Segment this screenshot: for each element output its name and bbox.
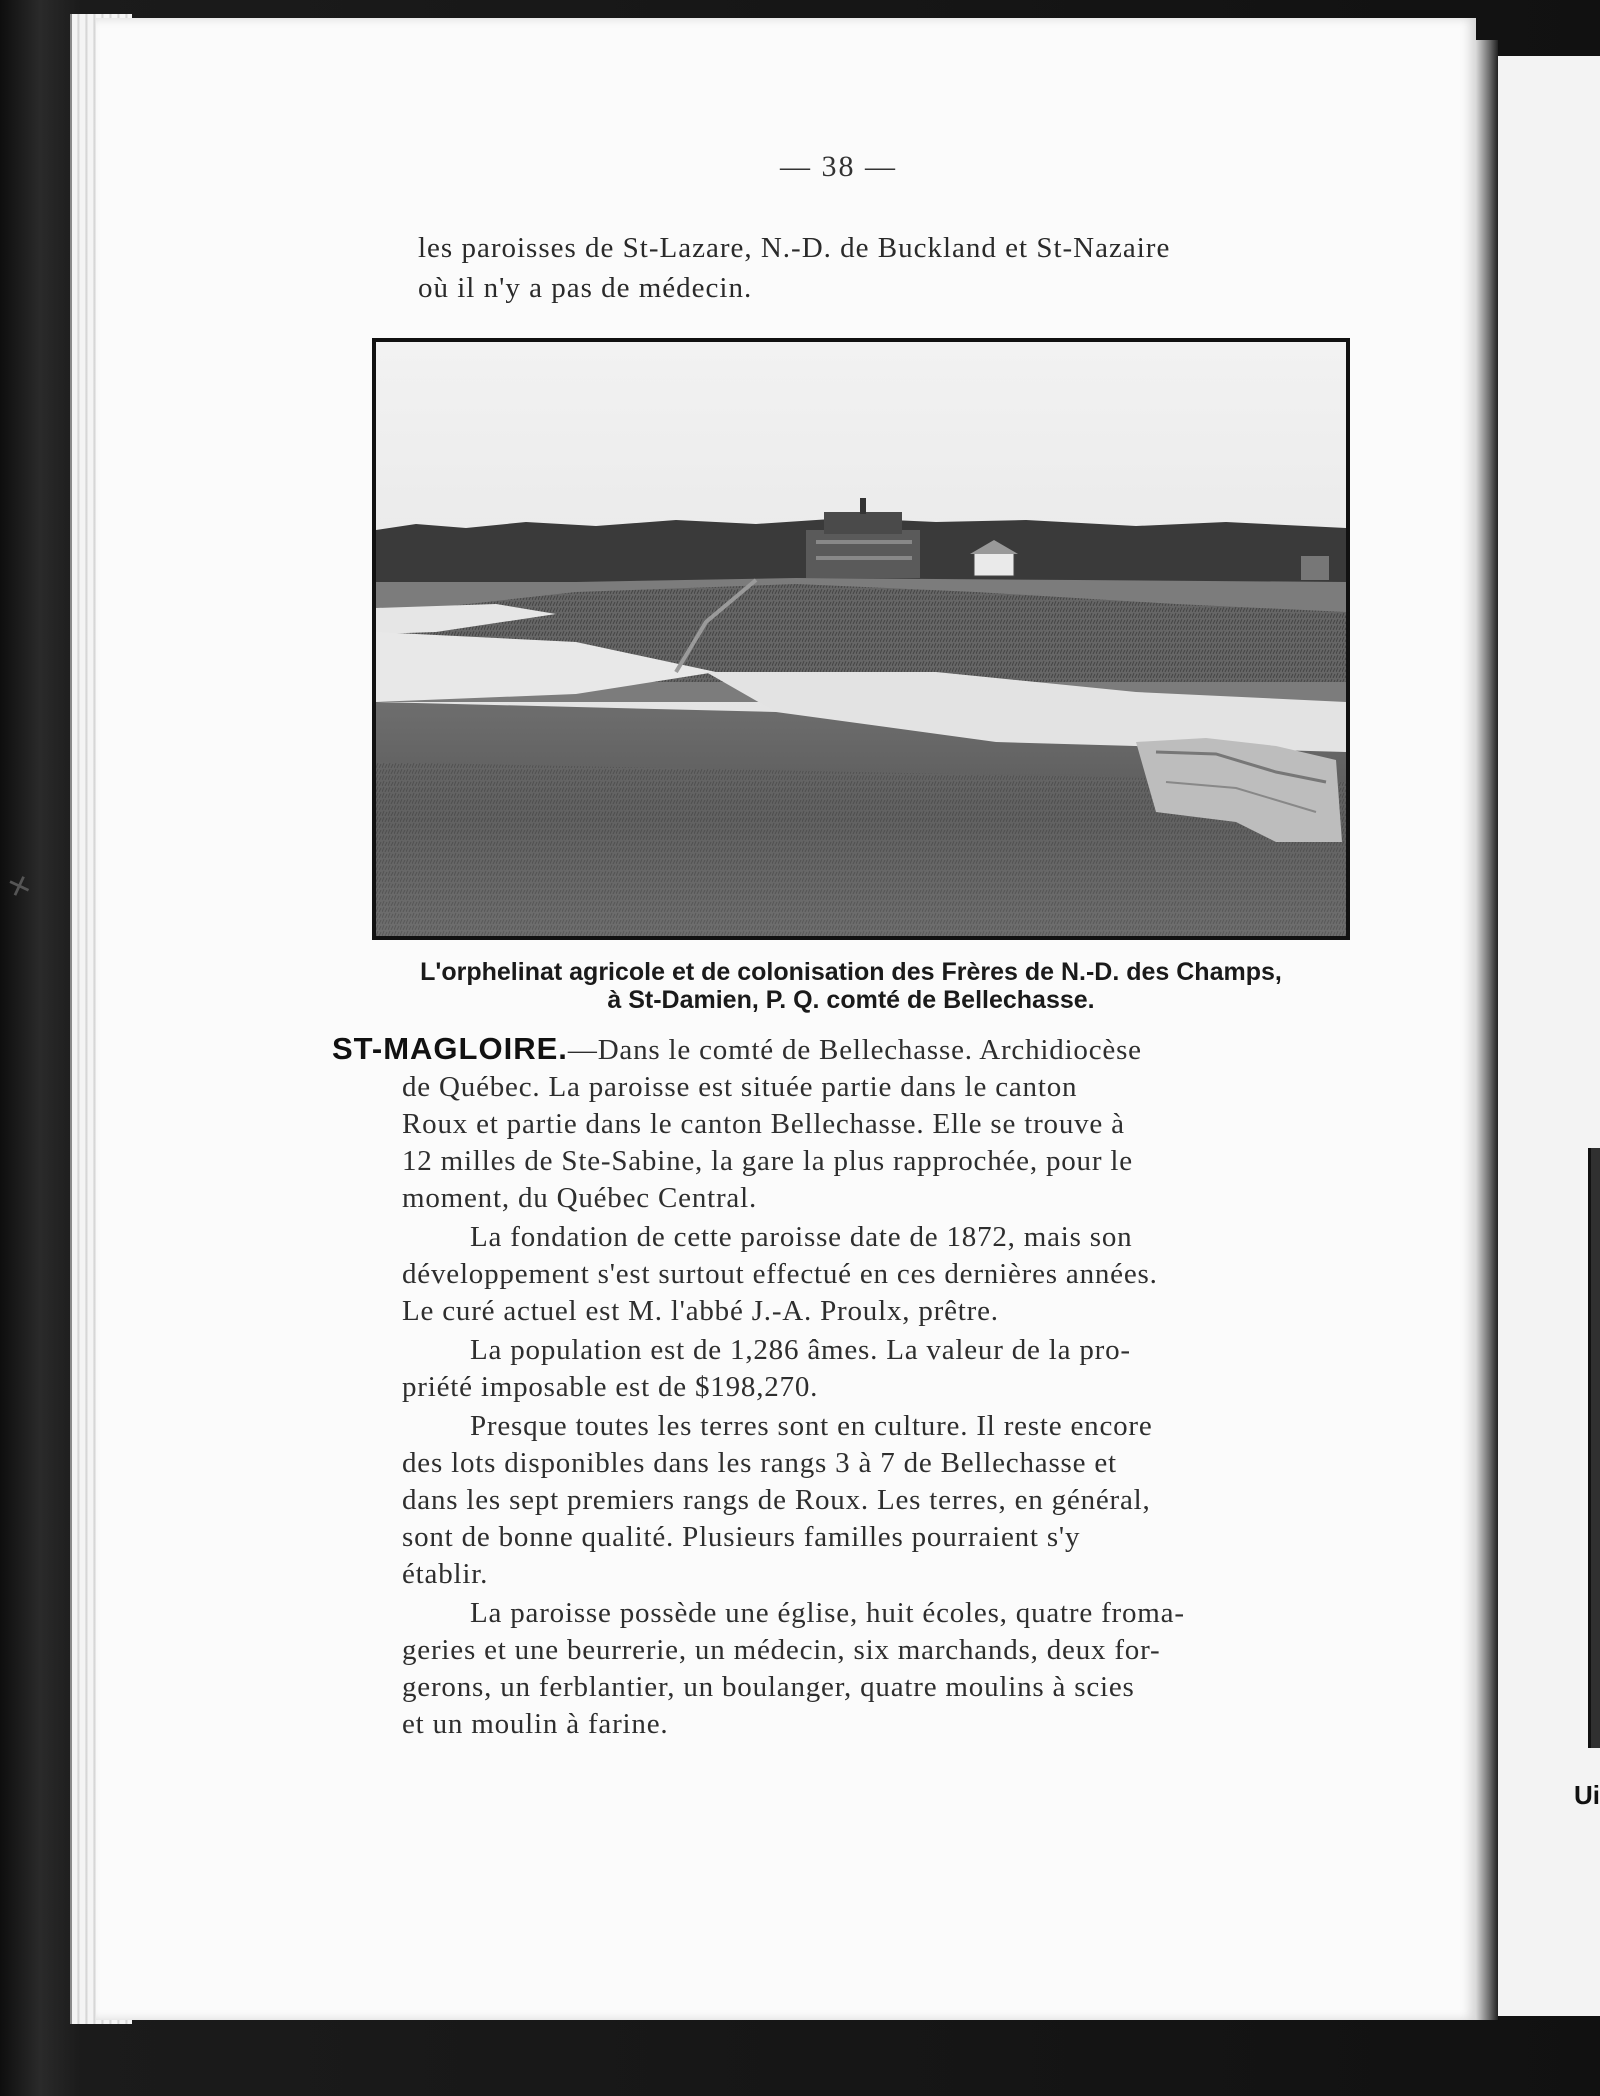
paragraph-line: 12 milles de Ste-Sabine, la gare la plus rapprochée, pour le <box>402 1145 1133 1177</box>
section-heading: ST-MAGLOIRE. <box>332 1031 568 1066</box>
paragraph-line: Roux et partie dans le canton Bellechasse. Elle se trouve à <box>402 1108 1125 1140</box>
next-page-photo-fragment <box>1588 1148 1600 1748</box>
landscape-photo-image <box>376 342 1346 936</box>
article-body <box>332 1030 1352 1745</box>
paragraph <box>332 1030 1352 1217</box>
paragraph-line: et un moulin à farine. <box>402 1708 669 1740</box>
paragraph-line: La population est de 1,286 âmes. La valeur de la pro- <box>470 1334 1131 1366</box>
paragraph-line: des lots disponibles dans les rangs 3 à 7 de Bellechasse et <box>402 1447 1117 1479</box>
intro-line: où il n'y a pas de médecin. <box>418 272 753 304</box>
paragraph-line: dans les sept premiers rangs de Roux. Les terres, en général, <box>402 1484 1151 1516</box>
paragraph-line-text: —Dans le comté de Bellechasse. Archidiocèse <box>567 1034 1142 1066</box>
intro-line: les paroisses de St-Lazare, N.-D. de Buckland et St-Nazaire <box>418 232 1171 264</box>
caption-line: L'orphelinat agricole et de colonisation des Frères de N.-D. des Champs, <box>420 958 1282 986</box>
paragraph-line: Presque toutes les terres sont en culture. Il reste encore <box>470 1410 1153 1442</box>
paragraph-line: de Québec. La paroisse est située partie dans le canton <box>402 1071 1078 1103</box>
paragraph <box>332 1595 1352 1743</box>
caption-line: à St-Damien, P. Q. comté de Bellechasse. <box>607 986 1095 1014</box>
paragraph <box>332 1332 1352 1406</box>
paragraph-line: gerons, un ferblantier, un boulanger, quatre moulins à scies <box>402 1671 1135 1703</box>
paragraph-line: priété imposable est de $198,270. <box>402 1371 819 1403</box>
paragraph <box>332 1408 1352 1593</box>
book-gutter <box>1476 40 1498 2020</box>
paragraph-line: Le curé actuel est M. l'abbé J.-A. Proulx, prêtre. <box>402 1295 999 1327</box>
paragraph-line: développement s'est surtout effectué en ces dernières années. <box>402 1258 1158 1290</box>
paragraph-line: établir. <box>402 1558 489 1590</box>
next-page-text-fragment: Ui <box>1574 1780 1600 1810</box>
orphanage-photo <box>372 338 1350 940</box>
paragraph-line: sont de bonne qualité. Plusieurs familles pourraient s'y <box>402 1521 1081 1553</box>
paragraph-line: geries et une beurrerie, un médecin, six marchands, deux for- <box>402 1634 1161 1666</box>
paragraph-line <box>332 1030 1352 1069</box>
paragraph-line: moment, du Québec Central. <box>402 1182 758 1214</box>
paragraph-line: La paroisse possède une église, huit écoles, quatre froma- <box>470 1597 1185 1629</box>
intro-text <box>418 228 1358 308</box>
photo-caption <box>346 958 1356 1014</box>
margin-mark: ✕ <box>3 868 37 907</box>
paragraph <box>332 1219 1352 1330</box>
paragraph-line: La fondation de cette paroisse date de 1872, mais son <box>470 1221 1133 1253</box>
page-number: — 38 — <box>780 150 897 183</box>
next-page-edge <box>1498 56 1600 2016</box>
